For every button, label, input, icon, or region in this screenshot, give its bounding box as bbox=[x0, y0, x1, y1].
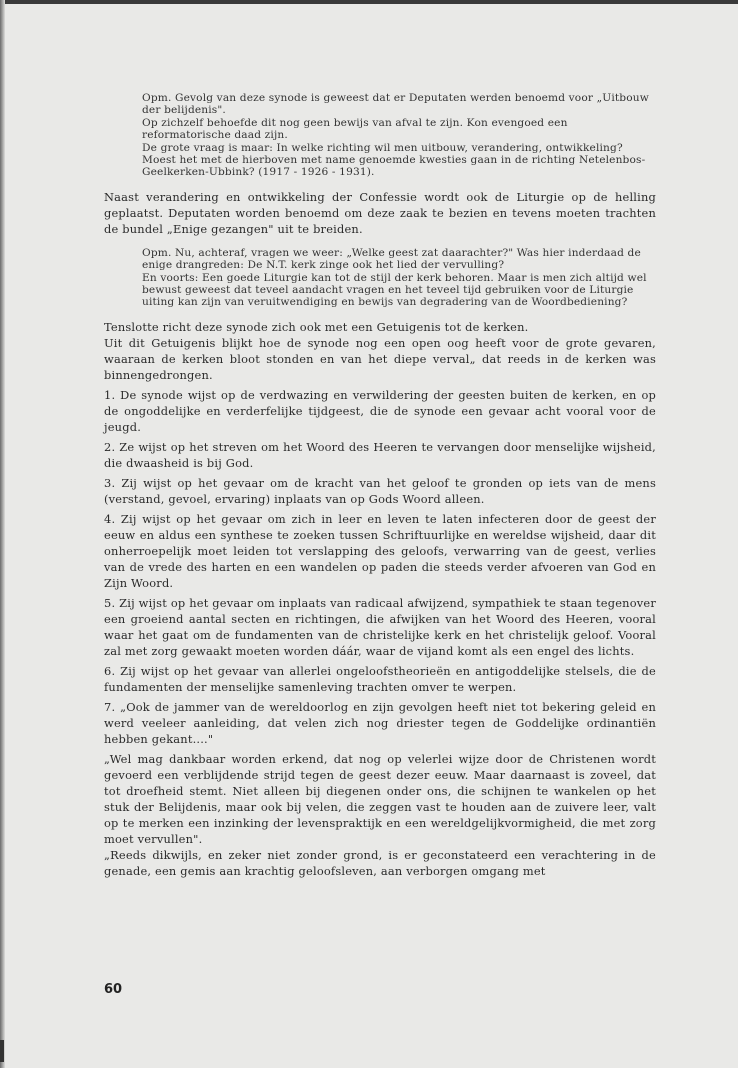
opm-note-2-line-1: Opm. Nu, achteraf, vragen we weer: „Welke geest zat daarachter?" Was hier inderdaad de enige drangreden: De N.T. kerk zinge ook het lied der vervulling? bbox=[142, 246, 641, 272]
point-1: 1. De synode wijst op de verdwazing en verwildering der geesten buiten de kerken, en op de ongoddelijke en verderfelijke tijdgeest, die de synode een gevaar acht vooral voor de jeugd. bbox=[104, 387, 656, 434]
paragraph-getuigenis-body: Uit dit Getuigenis blijkt hoe de synode nog een open oog heeft voor de grote gevaren, waaraan de kerken bloot stonden en van het diepe verval„ dat reeds in de kerken was binnengedrongen. bbox=[104, 335, 656, 382]
quote-paragraph-2: „Reeds dikwijls, en zeker niet zonder grond, is er geconstateerd een verachtering in de genade, een gemis aan krachtig geloofsleven, aan verborgen omgang met bbox=[104, 847, 656, 878]
opm-note-2 bbox=[142, 247, 656, 309]
paragraph-liturgie: Naast verandering en ontwikkeling der Confessie wordt ook de Liturgie op de helling geplaatst. Deputaten worden benoemd om deze zaak te bezien en tevens moeten trachten de bundel „Enige gezangen" uit te breiden. bbox=[104, 189, 656, 236]
opm-note-1-line-1: Opm. Gevolg van deze synode is geweest dat er Deputaten werden benoemd voor „Uitbouw der belijdenis". bbox=[142, 92, 649, 117]
paragraph-getuigenis-intro: Tenslotte richt deze synode zich ook met een Getuigenis tot de kerken. bbox=[104, 319, 529, 334]
point-2: 2. Ze wijst op het streven om het Woord des Heeren te vervangen door menselijke wijsheid, die dwaasheid is bij God. bbox=[104, 439, 656, 470]
quote-paragraph-1: „Wel mag dankbaar worden erkend, dat nog op velerlei wijze door de Christenen wordt gevoerd een verblijdende strijd tegen de geest dezer eeuw. Maar daarnaast is zoveel, dat tot droefheid stemt. Niet alleen bij diegenen onder ons, die schijnen te wankelen op het stuk der Belijdenis, maar ook bij velen, die zeggen vast te houden aan de zuivere leer, valt op te merken een inzinking der levenspraktijk en een wereldgelijkvormigheid, die met zorg moet vervullen". bbox=[104, 751, 656, 846]
page-edge-mark bbox=[0, 1040, 4, 1062]
point-3: 3. Zij wijst op het gevaar om de kracht van het geloof te gronden op iets van de mens (verstand, gevoel, ervaring) inplaats van op Gods Woord alleen. bbox=[104, 475, 656, 506]
document-page bbox=[104, 92, 656, 879]
point-5: 5. Zij wijst op het gevaar om inplaats van radicaal afwijzend, sympathiek te staan tegenover een groeiend aantal secten en richtingen, die afwijken van het Woord des Heeren, vooral waar het gaat om de fundamenten van de christelijke kerk en het christelijk geloof. Vooral zal met zorg gewaakt moeten worden dáár, waar de vijand komt als een engel des lichts. bbox=[104, 595, 656, 658]
point-4: 4. Zij wijst op het gevaar om zich in leer en leven te laten infecteren door de geest der eeuw en aldus een synthese te zoeken tussen Schriftuurlijke en wereldse wijsheid, daar dit onherroepelijk moet leiden tot verslapping des geloofs, verwarring van de geest, verlies van de vrede des harten en een wandelen op paden die steeds verder afvoeren van God en Zijn Woord. bbox=[104, 511, 656, 590]
point-7: 7. „Ook de jammer van de wereldoorlog en zijn gevolgen heeft niet tot bekering geleid en werd veeleer aanleiding, dat velen zich nog driester tegen de Goddelijke ordinantiën hebben gekant...." bbox=[104, 699, 656, 746]
page-number: 60 bbox=[104, 982, 123, 997]
opm-note-1-line-2: Op zichzelf behoefde dit nog geen bewijs van afval te zijn. Kon evengoed een reformatorische daad zijn. bbox=[142, 116, 568, 142]
page-top-edge bbox=[0, 0, 738, 4]
opm-note-2-line-2: En voorts: Een goede Liturgie kan tot de stijl der kerk behoren. Maar is men zich altijd wel bewust geweest dat teveel aandacht vragen en het teveel tijd gebruiken voor de Liturgie uiting kan zijn van veruitwendiging en bewijs van degradering van de Woordbediening? bbox=[142, 271, 647, 309]
point-6: 6. Zij wijst op het gevaar van allerlei ongeloofstheorieën en antigoddelijke stelsels, die de fundamenten der menselijke samenleving trachten omver te werpen. bbox=[104, 663, 656, 694]
page-binding-shadow bbox=[0, 0, 5, 1068]
opm-note-1 bbox=[142, 92, 656, 179]
opm-note-1-line-3: De grote vraag is maar: In welke richting wil men uitbouw, verandering, ontwikkeling? Moest het met de hierboven met name genoemde kwesties gaan in de richting Netelenbos-Geelkerken-Ubbink? (1917 - 1926 - 1931). bbox=[142, 141, 646, 179]
